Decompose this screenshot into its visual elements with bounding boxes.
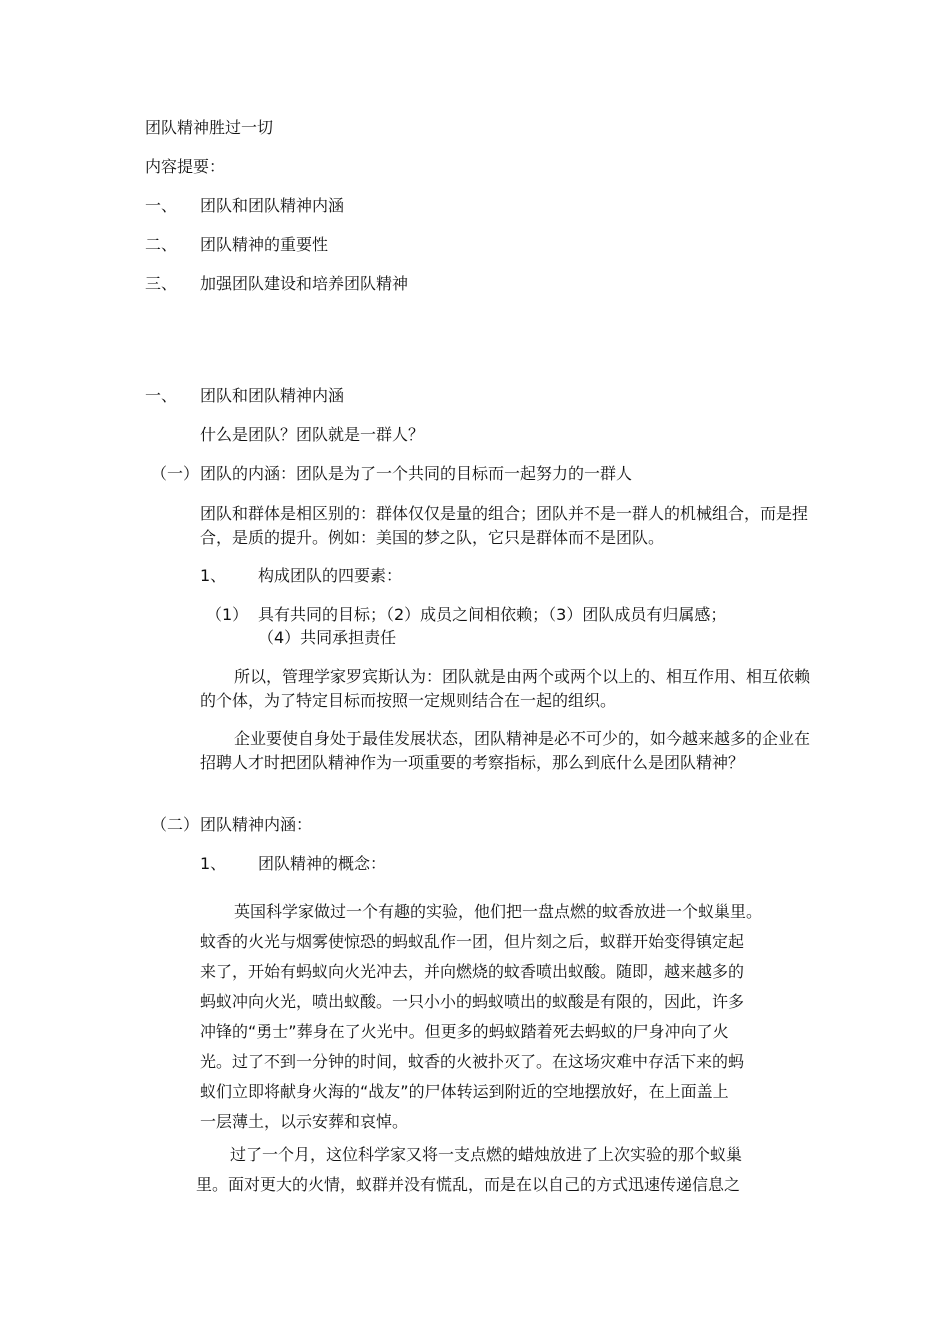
summary-item-text: 团队精神的重要性 xyxy=(200,235,329,254)
summary-heading: 内容提要： xyxy=(145,157,226,176)
document-title: 团队精神胜过一切 xyxy=(145,118,274,137)
item-number: 1、 xyxy=(200,566,227,585)
item-number: 1、 xyxy=(200,854,227,873)
story-line: 来了，开始有蚂蚁向火光冲去，并向燃烧的蚊香喷出蚁酸。随即，越来越多的 xyxy=(200,962,745,981)
paragraph-robbins: 所以，管理学家罗宾斯认为：团队就是由两个或两个以上的、相互作用、相互依赖的个体，为了特定目标而按照一定规则结合在一起的组织。 xyxy=(200,667,811,710)
story-line: 蚊香的火光与烟雾使惊恐的蚂蚁乱作一团，但片刻之后，蚁群开始变得镇定起 xyxy=(200,932,745,951)
elements-line: （4）共同承担责任 xyxy=(258,628,397,647)
summary-item-number: 二、 xyxy=(145,235,178,254)
story-line: 蚂蚁冲向火光，喷出蚁酸。一只小小的蚂蚁喷出的蚁酸是有限的，因此，许多 xyxy=(200,992,745,1011)
summary-item-number: 一、 xyxy=(145,196,178,215)
item-heading: 构成团队的四要素： xyxy=(258,566,403,585)
story-line: 过了一个月，这位科学家又将一支点燃的蜡烛放进了上次实验的那个蚁巢 xyxy=(230,1145,743,1164)
summary-item-text: 加强团队建设和培养团队精神 xyxy=(200,274,409,293)
section-heading: 团队和团队精神内涵 xyxy=(200,386,345,405)
story-line: 一层薄土，以示安葬和哀悼。 xyxy=(200,1112,409,1131)
paragraph-enterprise: 企业要使自身处于最佳发展状态，团队精神是必不可少的，如今越来越多的企业在招聘人才时把团队精神作为一项重要的考察指标，那么到底什么是团队精神？ xyxy=(200,729,811,772)
question-line: 什么是团队？团队就是一群人？ xyxy=(200,425,425,444)
subsection-number: （二） xyxy=(151,815,200,834)
item-heading: 团队精神的概念： xyxy=(258,854,387,873)
story-line: 光。过了不到一分钟的时间，蚊香的火被扑灭了。在这场灾难中存活下来的蚂 xyxy=(200,1052,745,1071)
elements-line: 具有共同的目标；（2）成员之间相依赖；（3）团队成员有归属感； xyxy=(258,605,727,624)
story-line: 英国科学家做过一个有趣的实验，他们把一盘点燃的蚊香放进一个蚁巢里。 xyxy=(234,902,763,921)
story-paragraph xyxy=(200,897,812,1137)
story-line: 冲锋的“勇士”葬身在了火光中。但更多的蚂蚁踏着死去蚂蚁的尸身冲向了火 xyxy=(200,1022,729,1041)
subsection-heading: 团队的内涵：团队是为了一个共同的目标而一起努力的一群人 xyxy=(200,464,633,483)
subsection-heading: 团队精神内涵： xyxy=(200,815,313,834)
story-paragraph xyxy=(196,1140,808,1200)
paragraph-group-vs-team: 团队和群体是相区别的：群体仅仅是量的组合；团队并不是一群人的机械组合，而是捏合，是质的提升。例如：美国的梦之队，它只是群体而不是团队。 xyxy=(200,504,809,547)
section-number: 一、 xyxy=(145,386,178,405)
story-line: 蚁们立即将献身火海的“战友”的尸体转运到附近的空地摆放好，在上面盖上 xyxy=(200,1082,729,1101)
story-line: 里。面对更大的火情，蚁群并没有慌乱，而是在以自己的方式迅速传递信息之 xyxy=(196,1175,741,1194)
summary-item-text: 团队和团队精神内涵 xyxy=(200,196,345,215)
summary-item-number: 三、 xyxy=(145,274,178,293)
elements-number: （1） xyxy=(206,605,249,624)
subsection-number: （一） xyxy=(151,464,200,483)
